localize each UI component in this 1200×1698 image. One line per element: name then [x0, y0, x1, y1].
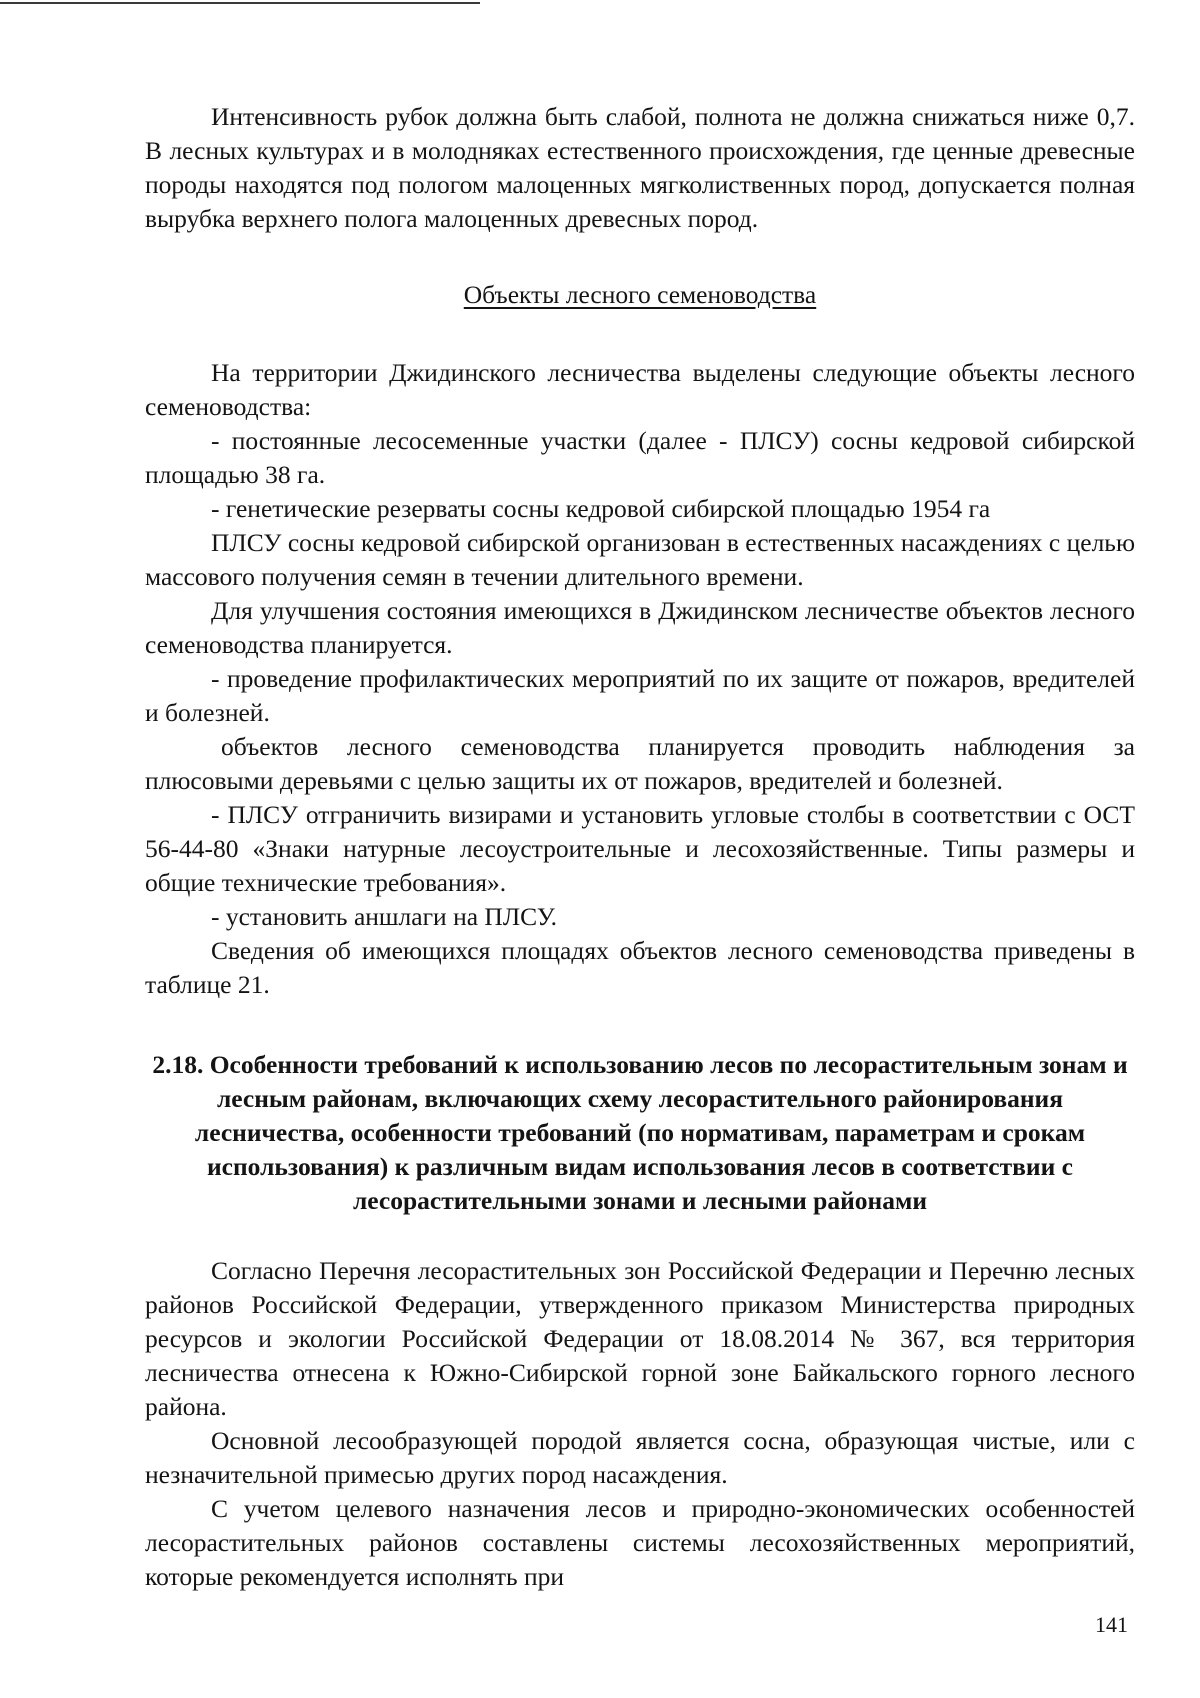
scan-edge-line	[0, 2, 480, 4]
subheading-text: Объекты лесного семеноводства	[463, 280, 817, 309]
paragraph-zones-list: Согласно Перечня лесорастительных зон Российской Федерации и Перечню лесных районов Российской Федерации, утвержденного приказом Министерства природных ресурсов и экологии Российской Федерации от 18.08.2014 № 367, вся территория лесничества отнесена к Южно-Сибирской горной зоне Байкальского горного лесного района.	[145, 1256, 1135, 1421]
document-body	[145, 100, 1135, 1594]
paragraph-seed-objects-intro: На территории Джидинского лесничества выделены следующие объекты лесного семеноводства:	[145, 358, 1135, 421]
list-item-boundaries: - ПЛСУ отграничить визирами и установить угловые столбы в соответствии с ОСТ 56-44-80 «Знаки натурные лесоустроительные и лесохозяйственные. Типы размеры и общие технические требования».	[145, 800, 1135, 897]
paragraph-measures-system: С учетом целевого назначения лесов и природно-экономических особенностей лесорастительных районов составлены системы лесохозяйственных мероприятий, которые рекомендуется исполнять при	[145, 1494, 1135, 1591]
paragraph-main-species: Основной лесообразующей породой является сосна, образующая чистые, или с незначительной примесью других пород насаждения.	[145, 1426, 1135, 1489]
list-item-plsu: - постоянные лесосеменные участки (далее - ПЛСУ) сосны кедровой сибирской площадью 38 га.	[145, 426, 1135, 489]
list-item-signs: - установить аншлаги на ПЛСУ.	[211, 902, 558, 931]
page-number: 141	[1095, 1612, 1128, 1637]
paragraph-plsu-organized: ПЛСУ сосны кедровой сибирской организован в естественных насаждениях с целью массового получения семян в течении длительного времени.	[145, 528, 1135, 591]
section-heading-2-18: 2.18. Особенности требований к использованию лесов по лесорастительным зонам и лесным районам, включающих схему лесорастительного районирования лесничества, особенности требований (по нормативам, параметрам и срокам использования) к различным видам использования лесов в соответствии с лесорастительными зонами и лесными районами	[152, 1050, 1128, 1215]
paragraph-improvement-plan: Для улучшения состояния имеющихся в Джидинском лесничестве объектов лесного семеноводства планируется.	[145, 596, 1135, 659]
paragraph-cutting-intensity: Интенсивность рубок должна быть слабой, полнота не должна снижаться ниже 0,7. В лесных культурах и в молодняках естественного происхождения, где ценные древесные породы находятся под пологом малоценных мягколиственных пород, допускается полная вырубка верхнего полога малоценных древесных пород.	[145, 102, 1135, 233]
paragraph-observation: объектов лесного семеноводства планируется проводить наблюдения за плюсовыми деревьями с целью защиты их от пожаров, вредителей и болезней.	[145, 732, 1135, 795]
subheading-seed-objects	[145, 278, 1135, 312]
list-item-prevention: - проведение профилактических мероприятий по их защите от пожаров, вредителей и болезней.	[145, 664, 1135, 727]
list-item-genetic-reserves: - генетические резерваты сосны кедровой сибирской площадью 1954 га	[211, 494, 991, 523]
paragraph-table-reference: Сведения об имеющихся площадях объектов лесного семеноводства приведены в таблице 21.	[145, 936, 1135, 999]
